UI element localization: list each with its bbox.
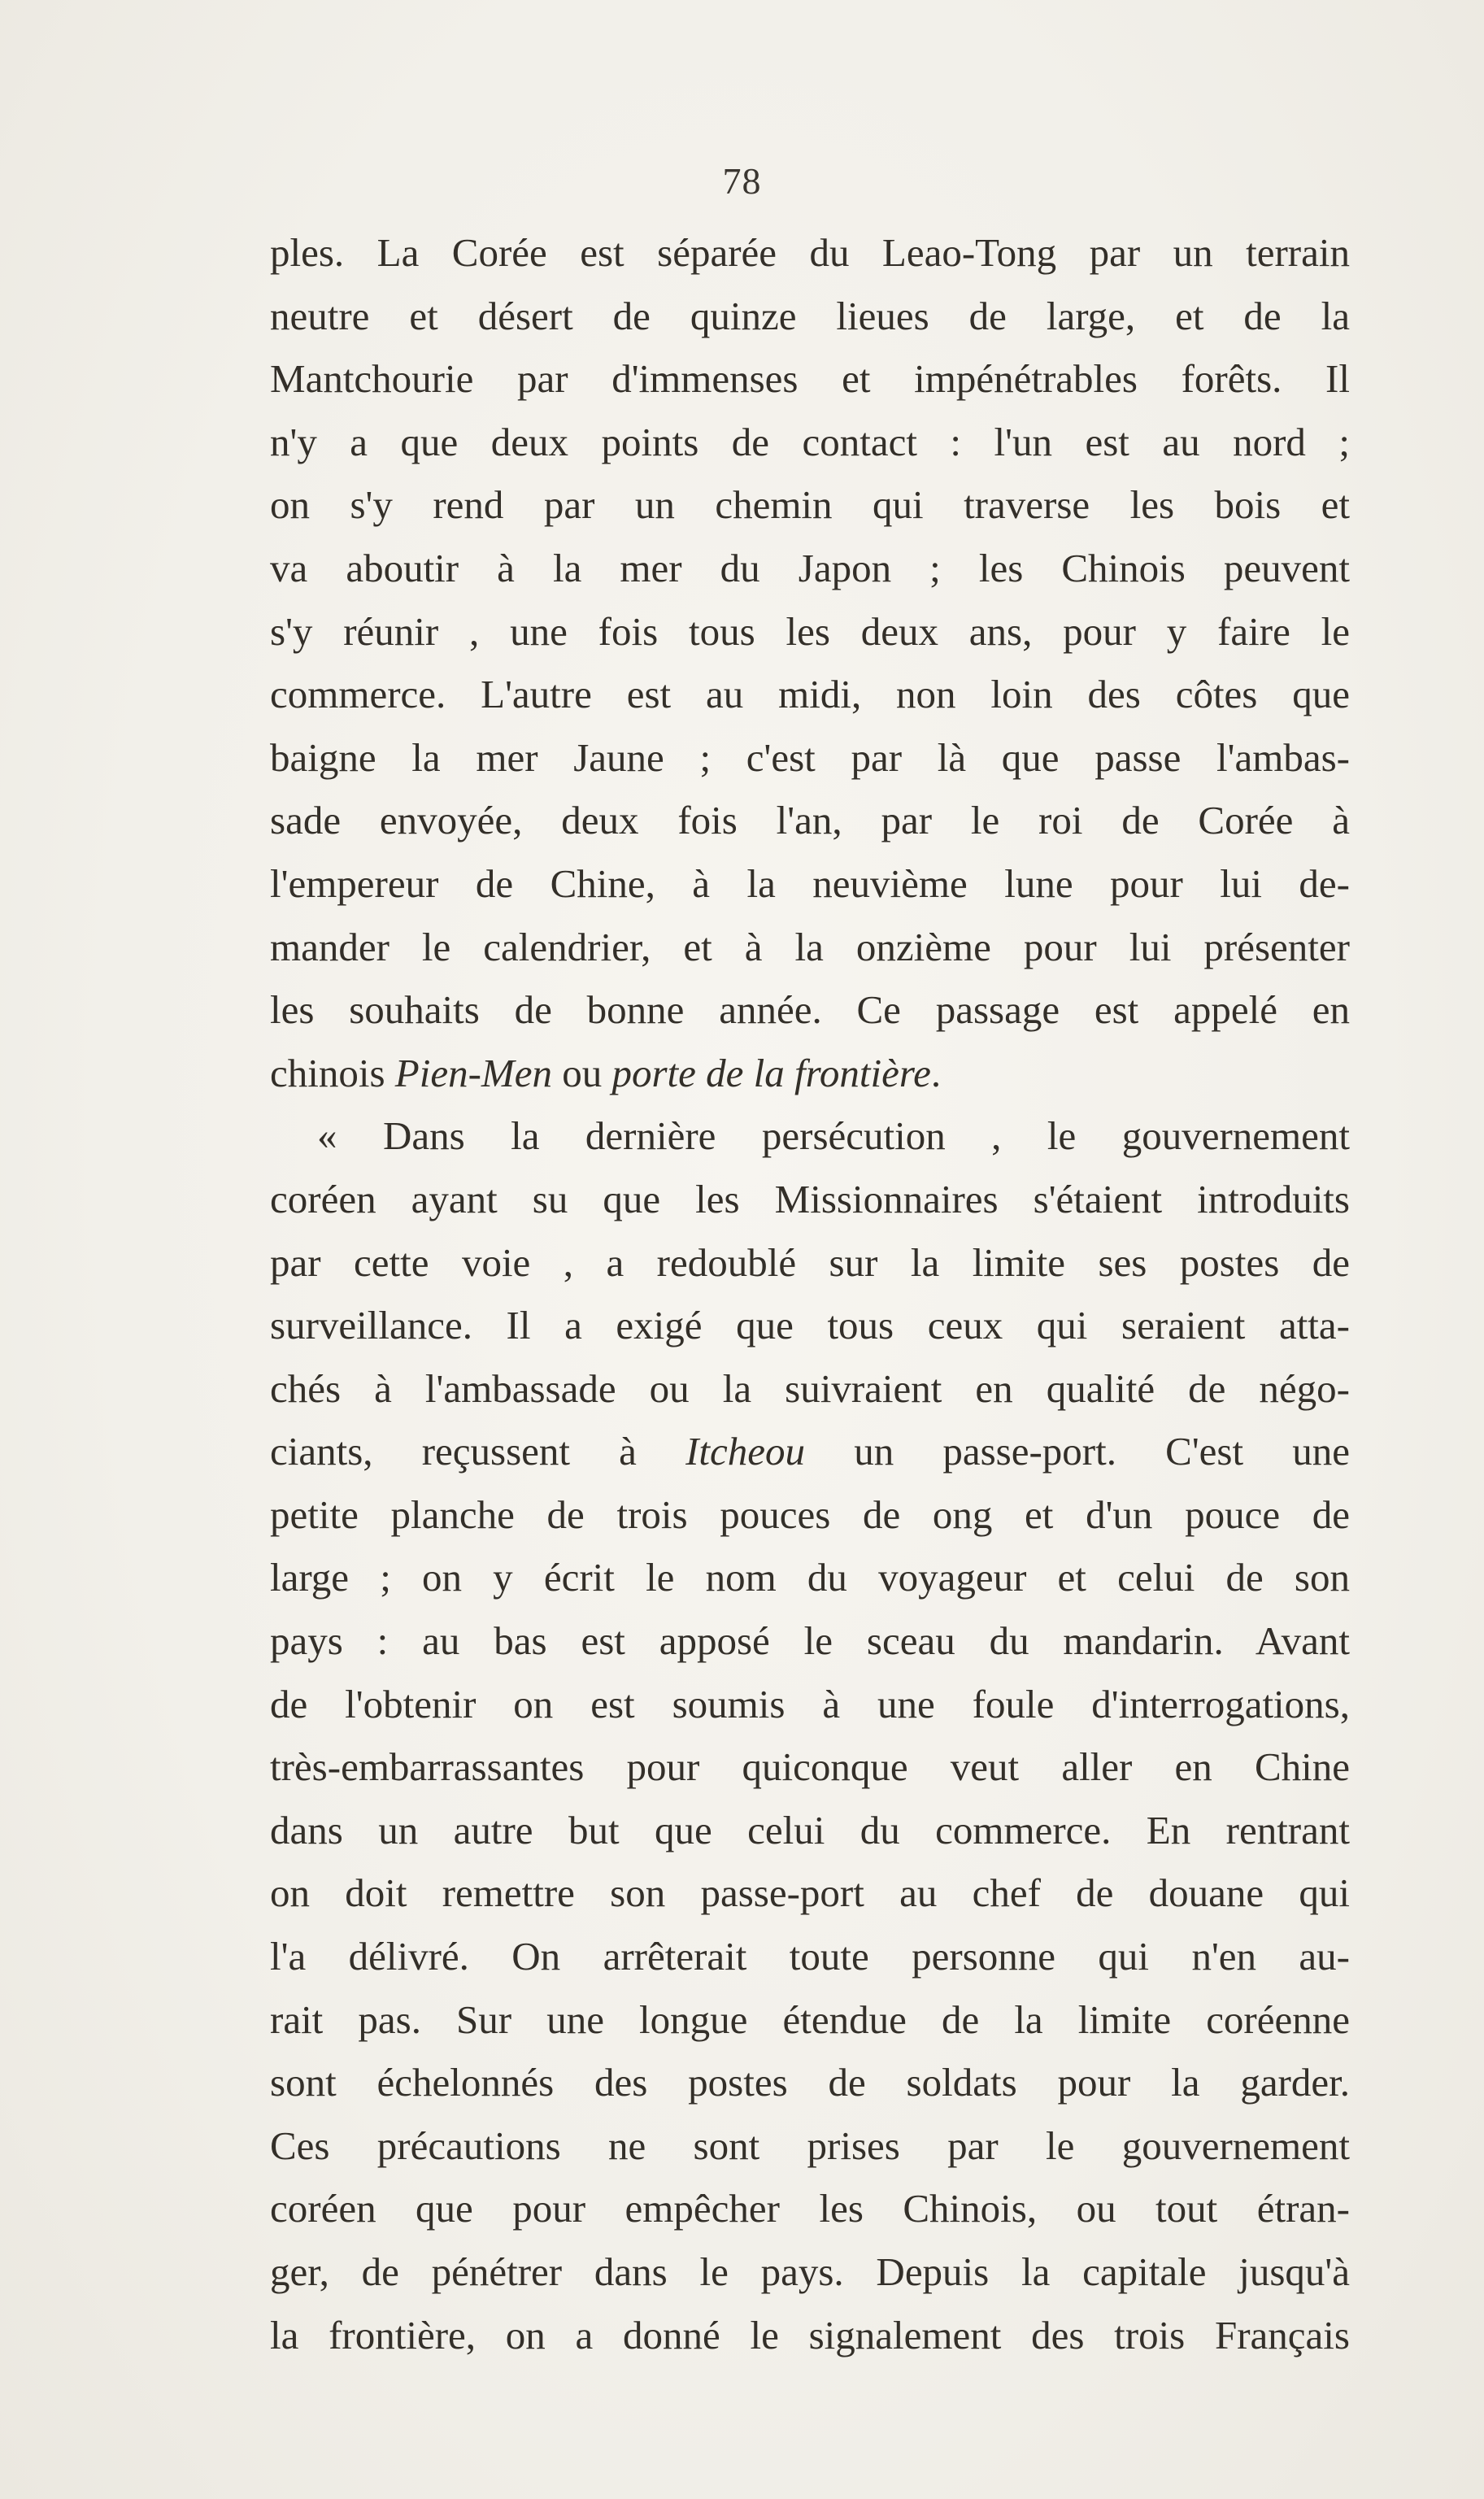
text-line: Ces précautions ne sont prises par le gouvernement bbox=[270, 2122, 1350, 2168]
text-line: large ; on y écrit le nom du voyageur et celui de son bbox=[270, 1555, 1350, 1600]
text-line: ples. La Corée est séparée du Leao-Tong par un terrain bbox=[270, 230, 1350, 275]
text-line: dans un autre but que celui du commerce. En rentrant bbox=[270, 1807, 1350, 1852]
text-line: chinois Pien-Men ou porte de la frontière. bbox=[270, 1050, 942, 1095]
text-line: l'empereur de Chine, à la neuvième lune pour lui de- bbox=[270, 860, 1350, 906]
text-line: n'y a que deux points de contact : l'un est au nord ; bbox=[270, 419, 1350, 464]
text-line: très-embarrassantes pour quiconque veut aller en Chine bbox=[270, 1744, 1350, 1790]
text-line: par cette voie , a redoublé sur la limite ses postes de bbox=[270, 1239, 1350, 1285]
italic-term: Itcheou bbox=[685, 1429, 806, 1474]
text-line: sont échelonnés des postes de soldats pour la garder. bbox=[270, 2060, 1350, 2105]
text-line: rait pas. Sur une longue étendue de la limite coréenne bbox=[270, 1996, 1350, 2042]
page-number: 78 bbox=[722, 160, 762, 202]
text-line: mander le calendrier, et à la onzième pour lui présenter bbox=[270, 924, 1350, 969]
text-line: sade envoyée, deux fois l'an, par le roi de Corée à bbox=[270, 798, 1350, 843]
text-line: coréen que pour empêcher les Chinois, ou tout étran- bbox=[270, 2186, 1350, 2231]
italic-term: Pien-Men bbox=[394, 1050, 552, 1095]
text-line: ger, de pénétrer dans le pays. Depuis la capitale jusqu'à bbox=[270, 2249, 1350, 2294]
text-line: on doit remettre son passe-port au chef de douane qui bbox=[270, 1870, 1350, 1916]
text-line: commerce. L'autre est au midi, non loin des côtes que bbox=[270, 672, 1350, 717]
text-line: neutre et désert de quinze lieues de large, et de la bbox=[270, 293, 1350, 338]
text-line: Mantchourie par d'immenses et impénétrables forêts. Il bbox=[270, 356, 1350, 402]
text-line: on s'y rend par un chemin qui traverse les bois et bbox=[270, 482, 1350, 528]
text-line: coréen ayant su que les Missionnaires s'étaient introduits bbox=[270, 1176, 1350, 1221]
text-line: baigne la mer Jaune ; c'est par là que passe l'ambas- bbox=[270, 734, 1350, 780]
text-line: surveillance. Il a exigé que tous ceux qui seraient atta- bbox=[270, 1303, 1350, 1348]
text-line: ciants, reçussent à Itcheou un passe-port. C'est une bbox=[270, 1429, 1350, 1474]
text-line: petite planche de trois pouces de ong et d'un pouce de bbox=[270, 1491, 1350, 1537]
text-line: l'a délivré. On arrêterait toute personne qui n'en au- bbox=[270, 1934, 1350, 1979]
text-line: s'y réunir , une fois tous les deux ans, pour y faire le bbox=[270, 608, 1350, 654]
text-line: chés à l'ambassade ou la suivraient en qualité de négo- bbox=[270, 1365, 1350, 1411]
text-line: de l'obtenir on est soumis à une foule d'interrogations, bbox=[270, 1681, 1350, 1726]
text-line: les souhaits de bonne année. Ce passage est appelé en bbox=[270, 987, 1350, 1033]
body-text bbox=[270, 221, 1350, 2366]
italic-term: porte de la frontière bbox=[611, 1050, 931, 1095]
text-line: va aboutir à la mer du Japon ; les Chinois peuvent bbox=[270, 545, 1350, 590]
paragraph-start-line: « Dans la dernière persécution , le gouvernement bbox=[317, 1113, 1350, 1159]
text-line: pays : au bas est apposé le sceau du mandarin. Avant bbox=[270, 1618, 1350, 1664]
text-line: la frontière, on a donné le signalement des trois Français bbox=[270, 2312, 1350, 2358]
